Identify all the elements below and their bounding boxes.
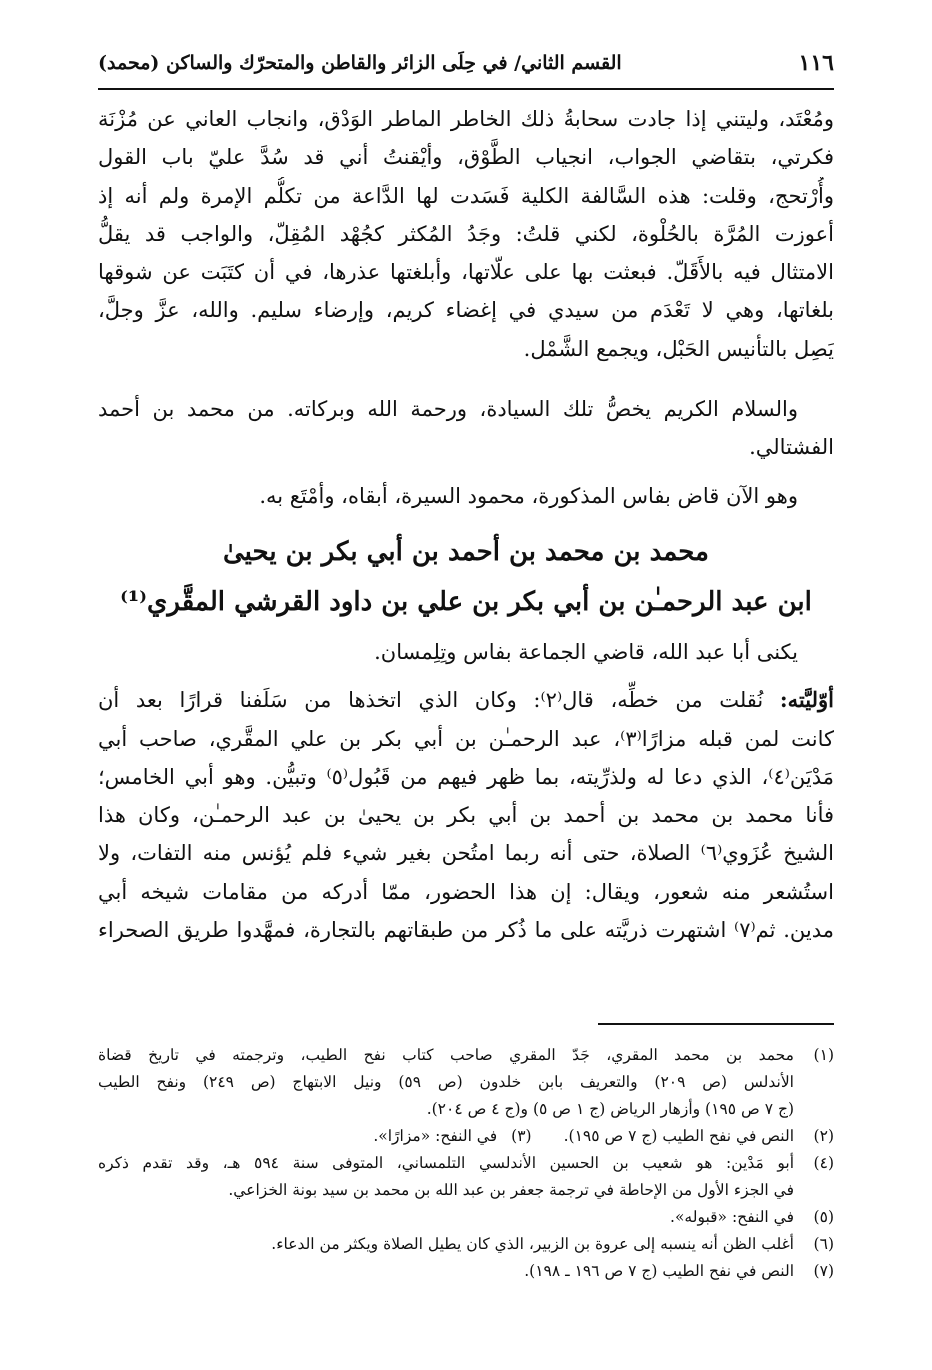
text-line: بلغاتها، وهي لا تَعْدَم من سيدي في إغضاء كريم، وإرضاء سليم. والله، عزَّ وجلَّ، — [98, 298, 834, 323]
footnote-line: في النفح: «مزارًا». — [373, 1127, 498, 1145]
footnote — [98, 1042, 834, 1123]
awwaliyyah-section — [98, 681, 834, 949]
text-line: فكرتي، بتقاضي الجواب، انجياب الطَّوْق، وأيْقنتُ أني قد سُدَّ عليّ باب القول — [98, 145, 834, 170]
main-text — [98, 100, 834, 949]
footnote-number: (٤) — [813, 1154, 834, 1172]
footnotes — [98, 1042, 834, 1285]
text-line: والسلام الكريم يخصُّ تلك السيادة، ورحمة الله وبركاته. من محمد بن أحمد — [98, 397, 798, 422]
footnote-rule — [598, 1023, 834, 1025]
footnote-number: (٢) — [813, 1127, 834, 1145]
footnote-pair — [98, 1123, 834, 1150]
footnote-line: أغلب الظن أنه ينسبه إلى عروة بن الزبير، الذي كان يطيل الصلاة ويكثر من الدعاء. — [271, 1235, 794, 1253]
entry-title-line: ابن عبد الرحمـٰن بن أبي بكر بن علي بن داود القرشي المقَّري⁽¹⁾ — [120, 586, 812, 617]
footnote-line: أبو مَدْين: هو شعيب بن الحسين الأندلسي التلمساني، المتوفى سنة ٥٩٤ هـ، وقد تقدم ذكره — [98, 1154, 794, 1172]
running-title: القسم الثاني/ في حِلَى الزائر والقاطن والمتحرّك والساكن (محمد) — [98, 52, 622, 74]
footnote — [98, 1150, 834, 1204]
text-line: أعوزت المُرَّة بالحُلْوة، لكني قلتُ: وجَدُ المُكثر كجُهْد المُقِلّ، والواجب قد يقلُّ — [98, 221, 834, 246]
paragraph-salutation — [98, 390, 834, 467]
footnote-number: (٥) — [813, 1208, 834, 1226]
footnote — [98, 1231, 834, 1258]
footnote-line: في الجزء الأول من الإحاطة في ترجمة جعفر بن عبد الله بن محمد بن سيد بونة الخزاعي. — [228, 1181, 794, 1199]
text-line: الشيخ عُزَوي⁽٦⁾ الصلاة، حتى أنه ربما امتُحن بغير شيء فلم يُؤنس منه التفات، ولا — [98, 841, 834, 866]
header-rule — [98, 88, 834, 90]
section-lead: أوّليَّته: — [779, 687, 834, 713]
text-line: مدين. ثم⁽٧⁾ اشتهرت ذريَّته على ما ذُكر من طبقاتهم بالتجارة، فمهَّدوا طريق الصحراء — [98, 918, 834, 943]
footnote-line: النص في نفح الطيب (ج ٧ ص ١٩٦ ـ ١٩٨). — [524, 1262, 794, 1280]
footnote-number: (٣) — [511, 1127, 532, 1145]
text-line: مَدْيَن⁽٤⁾، الذي دعا له ولذرِّيته، بما ظهر فيهم من قَبُول⁽٥⁾ وتبيُّن. وهو أبي الخامس؛ — [98, 764, 834, 789]
text-line: كانت لمن قبله مزارًا⁽٣⁾، عبد الرحمـٰن بن أبي بكر بن علي المقَّري، صاحب أبي — [98, 726, 834, 751]
text-line: فأنا محمد بن محمد بن أحمد بن أبي بكر بن يحيىٰ بن عبد الرحمـٰن، وكان هذا — [98, 803, 834, 828]
footnote-number: (١) — [813, 1046, 834, 1064]
footnote-line: النص في نفح الطيب (ج ٧ ص ١٩٥). — [563, 1127, 794, 1145]
text-line: وأُرْتحج، وقلت: هذه السَّالفة الكلية فَسَدت لها الدَّاعة من تكلُّم الإمرة ولم أنه إذ — [98, 183, 834, 208]
text-line: الامتثال فيه بالأَقَلّ. فبعثت بها على علّاتها، وأبلغتها عذرها، في أن كتَبَت عن شوقها — [98, 260, 834, 285]
footnote-number: (٧) — [813, 1262, 834, 1280]
text-line: الفشتالي. — [749, 435, 834, 460]
text-line: نُقلت من خطِّه، قال⁽٢⁾: وكان الذي اتخذها من سَلَفنا قرارًا بعد أن — [98, 688, 764, 713]
footnote-number: (٦) — [813, 1235, 834, 1253]
text-line: ومُعْتَد، وليتني إذا جادت سحابةُ ذلك الخاطر الماطر الوَدْق، وانجاب العاني عن مُزْنَة — [98, 107, 834, 131]
entry-title — [98, 527, 834, 627]
footnote — [98, 1258, 834, 1285]
text-line: يَصِل بالتأنيس الحَبْل، ويجمع الشَّمْل. — [523, 336, 834, 361]
kunya-line: يكنى أبا عبد الله، قاضي الجماعة بفاس وتِلِمسان. — [374, 639, 798, 664]
page-number: ١١٦ — [798, 50, 834, 76]
text-line: استُشعر منه شعور، ويقال: إن هذا الحضور، ممّا أدركه من مقامات شيخه أبي — [98, 879, 834, 904]
footnote-line: محمد بن محمد المقري، جَدّ المقري صاحب كتاب نفح الطيب، وترجمته في تاريخ قضاة — [98, 1046, 794, 1064]
footnote-line: في النفح: «قبوله». — [670, 1208, 794, 1226]
page-header — [98, 44, 834, 82]
entry-title-line: محمد بن محمد بن أحمد بن أبي بكر بن يحيىٰ — [223, 536, 709, 567]
footnote — [98, 1204, 834, 1231]
paragraph-letter-end — [98, 100, 834, 368]
footnote-line: (ج ٧ ص ١٩٥) وأزهار الرياض (ج ١ ص ٥) و(ج ٤ ص ٢٠٤). — [426, 1100, 794, 1118]
paragraph-current-status: وهو الآن قاض بفاس المذكورة، محمود السيرة، أبقاه، وأمْتَع به. — [259, 483, 798, 508]
footnote-line: الأندلس (ص ٢٠٩) والتعريف بابن خلدون (ص ٥٩) ونيل الابتهاج (ص ٢٤٩) ونفح الطيب — [98, 1073, 794, 1091]
